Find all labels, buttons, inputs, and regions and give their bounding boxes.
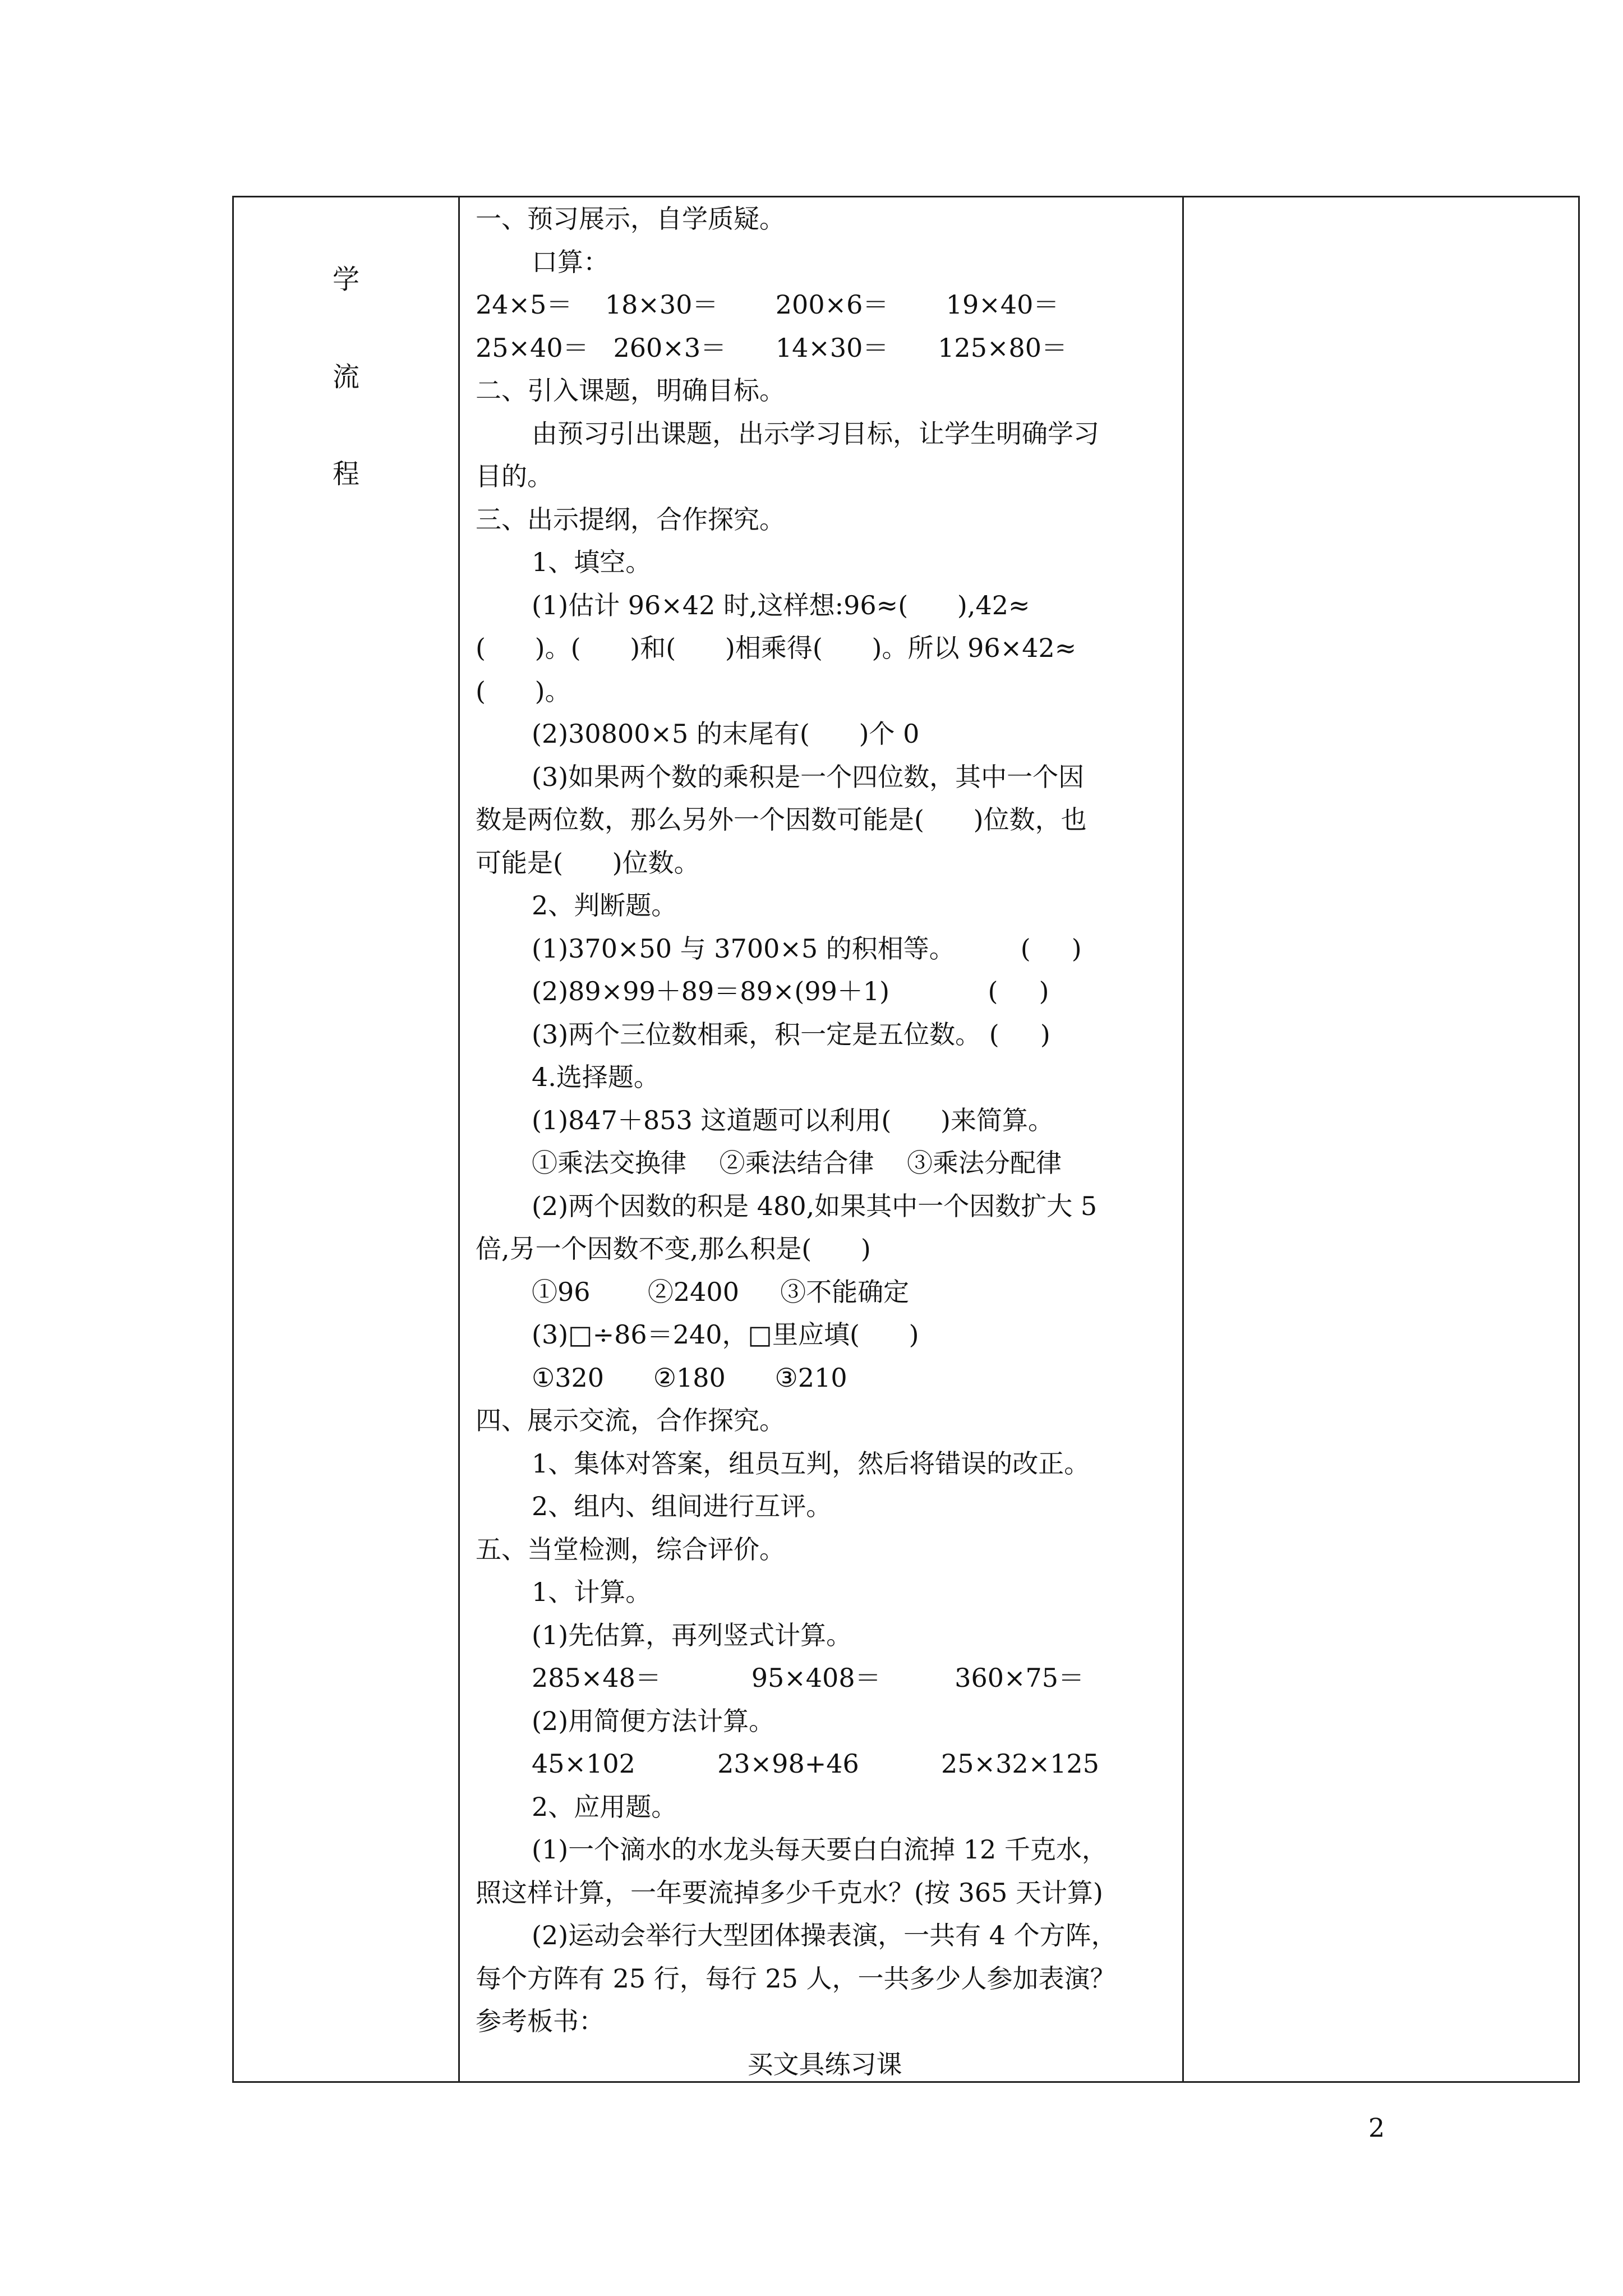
content-line: ①乘法交换律 ②乘法结合律 ③乘法分配律	[532, 1148, 1062, 1178]
content-line: ( )。	[476, 675, 571, 706]
content-line: 2、判断题。	[532, 890, 677, 921]
lesson-content-column	[460, 197, 1184, 2081]
content-line: 倍,另一个因数不变,那么积是( )	[476, 1234, 871, 1264]
content-line: 25×40＝ 260×3＝ 14×30＝ 125×80＝	[476, 332, 1068, 363]
content-line: 24×5＝ 18×30＝ 200×6＝ 19×40＝	[476, 289, 1059, 320]
content-line: 数是两位数，那么另外一个因数可能是( )位数，也	[476, 804, 1087, 835]
content-line: 由预习引出课题，出示学习目标，让学生明确学习	[532, 418, 1099, 449]
section-heading: 四、展示交流，合作探究。	[476, 1405, 785, 1435]
content-line: (2)运动会举行大型团体操表演，一共有 4 个方阵，	[532, 1920, 1117, 1950]
content-line: (3)如果两个数的乘积是一个四位数，其中一个因	[532, 761, 1085, 792]
side-label-liu: 流	[332, 361, 359, 393]
content-line: 2、应用题。	[532, 1791, 677, 1822]
content-line: (1)估计 96×42 时,这样想:96≈( ),42≈	[532, 590, 1030, 620]
content-line: (1)370×50 与 3700×5 的积相等。 ( )	[532, 933, 1082, 964]
page-number: 2	[1368, 2113, 1385, 2143]
content-line: 4.选择题。	[532, 1062, 660, 1092]
content-line: 口算：	[532, 246, 609, 277]
content-line: 2、组内、组间进行互评。	[532, 1491, 832, 1521]
content-line: (2)两个因数的积是 480,如果其中一个因数扩大 5	[532, 1190, 1098, 1221]
content-line: 照这样计算，一年要流掉多少千克水？(按 365 天计算)	[476, 1877, 1103, 1908]
content-line: (3)两个三位数相乘，积一定是五位数。 ( )	[532, 1019, 1050, 1050]
section-label-column	[234, 197, 460, 2081]
section-heading: 二、引入课题，明确目标。	[476, 375, 785, 406]
content-line: 45×102 23×98+46 25×32×125	[532, 1749, 1099, 1779]
content-line: (3)□÷86＝240，□里应填( )	[532, 1319, 919, 1350]
side-label-cheng: 程	[332, 458, 359, 490]
content-line: 1、集体对答案，组员互判，然后将错误的改正。	[532, 1448, 1090, 1479]
content-line: (1)一个滴水的水龙头每天要白白流掉 12 千克水，	[532, 1834, 1108, 1865]
section-heading: 三、出示提纲，合作探究。	[476, 504, 785, 535]
lesson-content	[476, 197, 1174, 2086]
content-line: (1)先估算，再列竖式计算。	[532, 1619, 852, 1650]
section-heading: 五、当堂检测，综合评价。	[476, 1534, 785, 1565]
content-line: 参考板书：	[476, 2006, 605, 2036]
content-line: ①320 ②180 ③210	[532, 1362, 847, 1393]
lesson-table	[232, 196, 1580, 2083]
content-line: (1)847＋853 这道题可以利用( )来简算。	[532, 1105, 1054, 1135]
section-heading: 一、预习展示，自学质疑。	[476, 204, 785, 234]
content-line: (2)89×99＋89＝89×(99＋1) ( )	[532, 976, 1049, 1006]
content-line: 目的。	[476, 461, 553, 491]
side-label-xue: 学	[332, 264, 359, 295]
content-line: 每个方阵有 25 行，每行 25 人，一共多少人参加表演？	[476, 1963, 1116, 1994]
notes-column	[1184, 197, 1578, 2081]
content-line: 285×48＝ 95×408＝ 360×75＝	[532, 1663, 1085, 1693]
content-line: ( )。( )和( )相乘得( )。所以 96×42≈	[476, 633, 1077, 663]
content-line: ①96 ②2400 ③不能确定	[532, 1276, 910, 1307]
content-line: 1、计算。	[532, 1577, 652, 1607]
content-line: 1、填空。	[532, 547, 652, 577]
content-line: 可能是( )位数。	[476, 847, 700, 878]
content-line: (2)30800×5 的末尾有( )个 0	[532, 719, 920, 749]
content-line: (2)用简便方法计算。	[532, 1705, 775, 1736]
board-title: 买文具练习课	[747, 2049, 902, 2079]
